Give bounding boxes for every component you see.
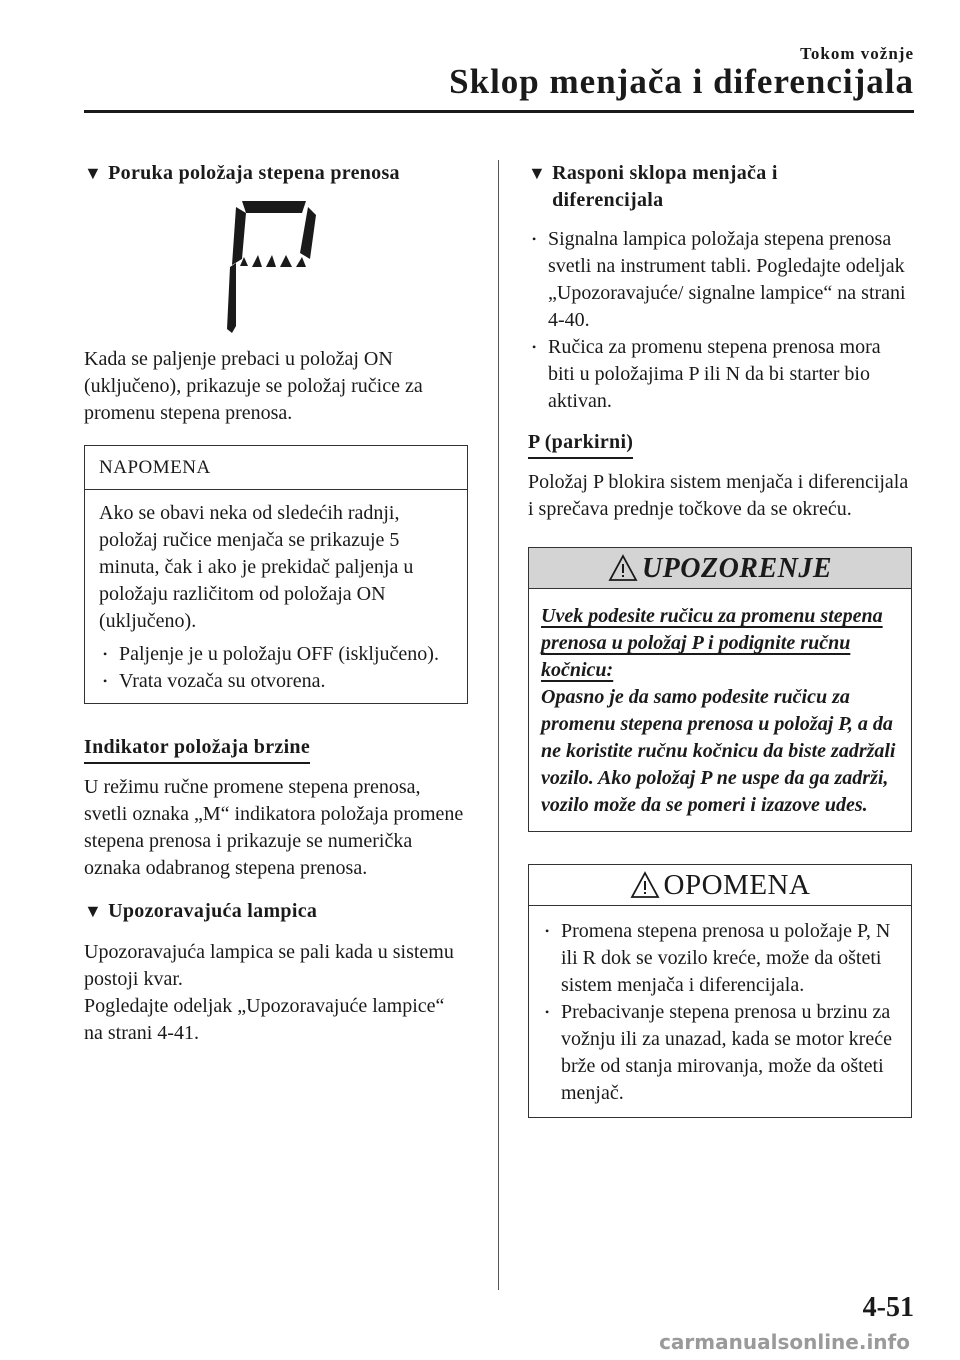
speed-indicator-text: U režimu ručne promene stepena prenosa, svetli oznaka „M“ indikatora položaja promene stepena prenosa i prikazuje se numerička oznaka odabranog stepena prenosa. bbox=[84, 776, 464, 879]
park-heading: P (parkirni) bbox=[528, 429, 633, 459]
triangle-down-icon: ▼ bbox=[528, 163, 547, 183]
park-text: Položaj P blokira sistem menjača i diferencijala i sprečava prednje točkove da se okreću. bbox=[528, 471, 909, 520]
list-item: • Signalna lampica položaja stepena prenosa svetli na instrument tabli. Pogledajte odeljak „Upozoravajuće/ signalne lampice“ na strani 4-40. bbox=[528, 226, 912, 334]
triangle-down-icon: ▼ bbox=[84, 163, 103, 183]
note-bullets bbox=[99, 641, 453, 695]
list-item: • Vrata vozača su otvorena. bbox=[99, 668, 453, 695]
watermark: carmanualsonline.info bbox=[659, 1330, 910, 1354]
warning-underlined-text: Uvek podesite ručicu za promenu stepena prenosa u položaj P i podignite ručnu kočnicu: bbox=[541, 605, 883, 681]
caution-box bbox=[528, 864, 912, 1118]
chapter-title: Sklop menjača i diferencijala bbox=[449, 62, 914, 101]
header-rule bbox=[84, 110, 914, 113]
note-title: NAPOMENA bbox=[85, 446, 467, 490]
caution-title: OPOMENA bbox=[529, 865, 911, 906]
warning-title: UPOZORENJE bbox=[529, 548, 911, 589]
caution-body bbox=[529, 906, 911, 1117]
page-number: 4-51 bbox=[862, 1292, 914, 1323]
ranges-bullets bbox=[528, 226, 912, 415]
warning-box bbox=[528, 547, 912, 832]
note-body bbox=[85, 490, 467, 703]
warning-triangle-icon bbox=[630, 871, 660, 899]
warning-text: Opasno je da samo podesite ručicu za promenu stepena prenosa u položaj P, a da ne koristite ručnu kočnicu da biste zadržali vozilo. Ako položaj P ne uspe da ga zadrži, vozilo može da se pomeri i izazove udes. bbox=[541, 686, 896, 816]
list-item: • Prebacivanje stepena prenosa u brzinu za vožnju ili za unazad, kada se motor kreće brže od stanja mirovanja, može da ošteti menjač. bbox=[541, 999, 899, 1107]
list-item: • Promena stepena prenosa u položaje P, N ili R dok se vozilo kreće, može da ošteti sistem menjača i diferencijala. bbox=[541, 918, 899, 999]
note-text: Ako se obavi neka od sledećih radnji, položaj ručice menjača se prikazuje 5 minuta, čak i ako je prekidač paljenja u položaju različitom od položaja ON (uključeno). bbox=[99, 502, 414, 632]
triangle-down-icon: ▼ bbox=[84, 901, 103, 921]
column-divider bbox=[498, 160, 499, 1290]
right-column bbox=[528, 160, 912, 1118]
warning-body bbox=[529, 589, 911, 831]
gear-message-text: Kada se paljenje prebaci u položaj ON (uključeno), prikazuje se položaj ručice za promenu stepena prenosa. bbox=[84, 348, 423, 424]
caution-bullets bbox=[541, 918, 899, 1107]
gear-p-display-illustration bbox=[224, 201, 324, 336]
ranges-heading: ▼ Rasponi sklopa menjača i diferencijala bbox=[528, 160, 912, 214]
speed-indicator-heading: Indikator položaja brzine bbox=[84, 734, 310, 764]
note-box bbox=[84, 445, 468, 704]
section-label: Tokom vožnje bbox=[800, 44, 914, 63]
left-column bbox=[84, 160, 468, 1047]
list-item: • Paljenje je u položaju OFF (isključeno). bbox=[99, 641, 453, 668]
warning-lamp-reference: Pogledajte odeljak „Upozoravajuće lampice“ na strani 4-41. bbox=[84, 995, 445, 1044]
gear-message-heading: ▼ Poruka položaja stepena prenosa bbox=[84, 160, 468, 187]
list-item: • Ručica za promenu stepena prenosa mora biti u položajima P ili N da bi starter bio aktivan. bbox=[528, 334, 912, 415]
gear-p-display-icon bbox=[224, 201, 324, 336]
warning-lamp-heading: ▼ Upozoravajuća lampica bbox=[84, 898, 468, 925]
warning-triangle-icon bbox=[608, 554, 638, 582]
warning-lamp-text: Upozoravajuća lampica se pali kada u sistemu postoji kvar. bbox=[84, 941, 454, 990]
